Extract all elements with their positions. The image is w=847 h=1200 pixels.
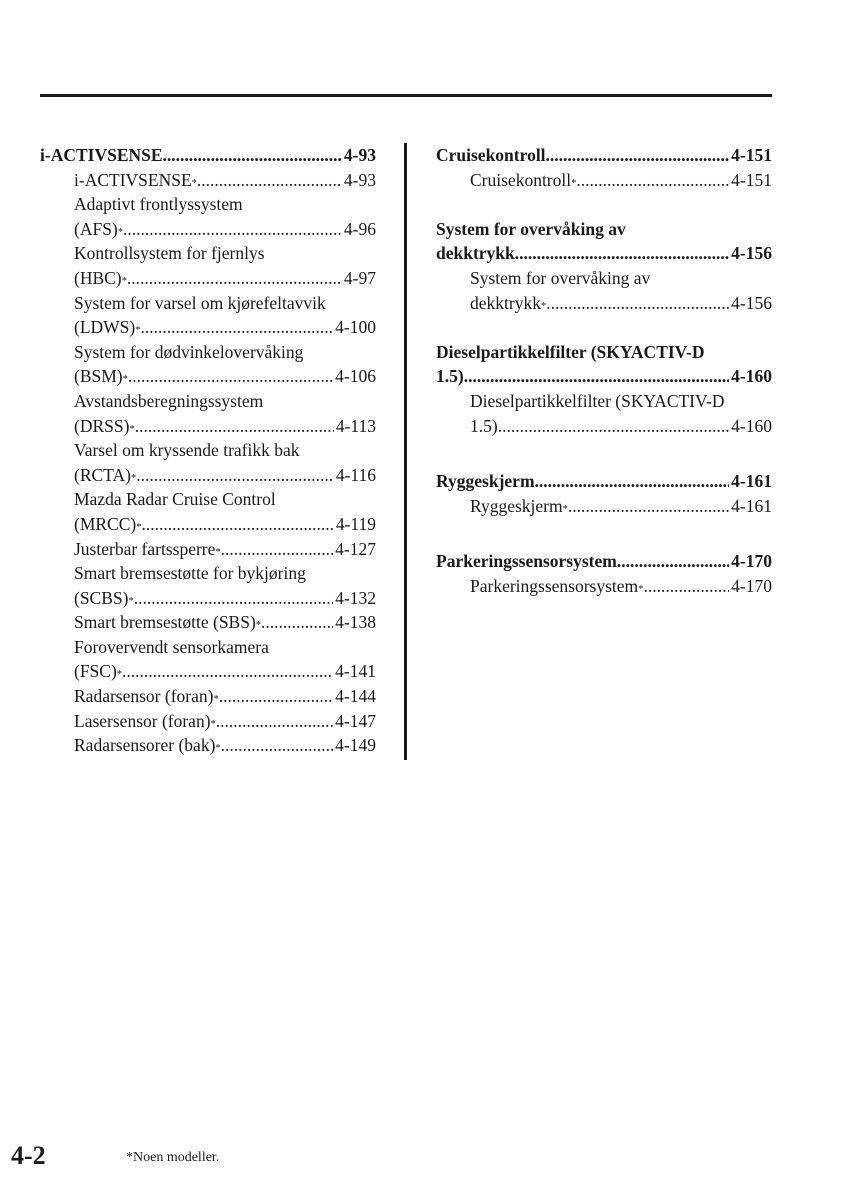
entry-title: Mazda Radar Cruise Control [74, 489, 276, 510]
entry-title: Parkeringssensorsystem [470, 575, 639, 596]
dot-leader [617, 549, 729, 574]
toc-sub-entry [40, 635, 376, 660]
dot-leader [197, 168, 342, 193]
entry-title: (DRSS) [74, 415, 130, 436]
toc-sub-entry [40, 241, 376, 266]
page-number: 4-2 [11, 1141, 46, 1170]
entry-page-number: 4-160 [731, 415, 772, 436]
entry-title: Smart bremsestøtte (SBS) [74, 612, 256, 633]
dot-leader [576, 168, 729, 193]
entry-page-number: 4-147 [335, 710, 376, 731]
toc-heading-entry [436, 241, 772, 266]
toc-heading-entry [436, 340, 772, 365]
entry-title: (BSM) [74, 366, 123, 387]
toc-left-column [40, 143, 376, 758]
entry-title: i-ACTIVSENSE [40, 145, 163, 165]
toc-heading-entry [436, 364, 772, 389]
toc-sub-entry: Ryggeskjerm * ..... 4-161 [436, 494, 772, 519]
toc-sub-entry [40, 291, 376, 316]
dot-leader [163, 143, 342, 168]
entry-title: (FSC) [74, 661, 117, 682]
entry-page-number: 4-132 [335, 587, 376, 608]
entry-page-number: 4-96 [343, 218, 376, 239]
entry-page-number: 4-151 [731, 169, 772, 190]
entry-title: System for varsel om kjørefeltavvik [74, 292, 326, 313]
toc-sub-entry [40, 192, 376, 217]
column-divider [404, 143, 407, 760]
entry-title: System for dødvinkelovervåking [74, 341, 304, 362]
entry-title: Adaptivt frontlyssystem [74, 194, 243, 215]
dot-leader [135, 414, 334, 439]
entry-title: Cruisekontroll [470, 169, 572, 190]
entry-title: (RCTA) [74, 464, 131, 485]
entry-page-number: 4-97 [343, 267, 376, 288]
dot-leader [140, 315, 333, 340]
toc-sub-entry [436, 266, 772, 291]
dot-leader [127, 266, 342, 291]
toc-sub-entry: Radarsensor (foran) * ..... 4-144 [40, 684, 376, 709]
entry-title: Lasersensor (foran) [74, 710, 211, 731]
toc-heading-entry [40, 143, 376, 168]
entry-title: Varsel om kryssende trafikk bak [74, 440, 300, 461]
toc-sub-entry: (AFS) * ..... 4-96 [40, 217, 376, 242]
dot-leader [535, 469, 730, 494]
dot-leader [141, 512, 333, 537]
toc-sub-entry: (LDWS) * ..... 4-100 [40, 315, 376, 340]
dot-leader [568, 494, 729, 519]
entry-page-number: 4-127 [335, 538, 376, 559]
dot-leader [216, 709, 333, 734]
dot-leader [643, 574, 729, 599]
entry-title: dekktrykk [436, 243, 515, 264]
dot-leader [261, 610, 333, 635]
toc-sub-entry [436, 414, 772, 439]
entry-page-number: 4-138 [335, 612, 376, 633]
entry-title: Dieselpartikkelfilter (SKYACTIV-D [436, 341, 705, 362]
entry-page-number: 4-156 [731, 292, 772, 313]
footnote: *Noen modeller. [126, 1150, 220, 1165]
toc-sub-entry: Parkeringssensorsystem * ..... 4-170 [436, 574, 772, 599]
entry-title: Ryggeskjerm [436, 471, 535, 492]
toc-sub-entry [436, 389, 772, 414]
toc-sub-entry [40, 438, 376, 463]
dot-leader [515, 241, 729, 266]
toc-sub-entry: Justerbar fartssperre * ..... 4-127 [40, 537, 376, 562]
toc-heading-entry [436, 469, 772, 494]
entry-page-number: 4-93 [343, 145, 376, 165]
toc-sub-entry [40, 561, 376, 586]
toc-sub-entry: (MRCC) * ..... 4-119 [40, 512, 376, 537]
entry-title: dekktrykk [470, 292, 541, 313]
entry-page-number: 4-170 [731, 551, 772, 572]
entry-title: (MRCC) [74, 513, 137, 534]
dot-leader [128, 364, 333, 389]
toc-sub-entry: (RCTA) * ..... 4-116 [40, 463, 376, 488]
entry-page-number: 4-113 [335, 415, 376, 436]
entry-title: (LDWS) [74, 317, 136, 338]
entry-page-number: 4-156 [731, 243, 772, 264]
toc-sub-entry [40, 340, 376, 365]
entry-title: 1.5) [436, 366, 464, 387]
entry-title: Smart bremsestøtte for bykjøring [74, 563, 306, 584]
dot-leader [134, 586, 333, 611]
entry-title: i-ACTIVSENSE [74, 169, 192, 190]
toc-sub-entry: i-ACTIVSENSE * ..... 4-93 [40, 168, 376, 193]
dot-leader [123, 217, 342, 242]
entry-page-number: 4-160 [731, 366, 772, 387]
toc-heading-entry [436, 143, 772, 168]
toc-heading-entry [436, 549, 772, 574]
entry-title: Forovervendt sensorkamera [74, 636, 269, 657]
dot-leader [546, 143, 730, 168]
entry-page-number: 4-119 [335, 513, 376, 534]
toc-sub-entry: Radarsensorer (bak) * ..... 4-149 [40, 733, 376, 758]
entry-title: Kontrollsystem for fjernlys [74, 243, 265, 264]
toc-sub-entry: (FSC) * ..... 4-141 [40, 659, 376, 684]
entry-title: Ryggeskjerm [470, 495, 563, 516]
entry-title: (SCBS) [74, 587, 129, 608]
entry-title: Cruisekontroll [436, 145, 546, 165]
dot-leader [122, 659, 333, 684]
entry-page-number: 4-100 [335, 317, 376, 338]
entry-page-number: 4-141 [335, 661, 376, 682]
dot-leader [464, 364, 729, 389]
toc-sub-entry: (DRSS) * ..... 4-113 [40, 414, 376, 439]
entry-page-number: 4-170 [731, 575, 772, 596]
entry-title: (HBC) [74, 267, 122, 288]
entry-title: Avstandsberegningssystem [74, 390, 264, 411]
dot-leader [546, 291, 729, 316]
toc-sub-entry: Cruisekontroll * ..... 4-151 [436, 168, 772, 193]
entry-page-number: 4-151 [731, 145, 772, 165]
entry-title: System for overvåking av [436, 218, 626, 239]
toc-sub-entry: Smart bremsestøtte (SBS) * ..... 4-138 [40, 610, 376, 635]
top-rule [40, 94, 772, 97]
entry-page-number: 4-144 [335, 686, 376, 707]
dot-leader [221, 537, 334, 562]
toc-sub-entry: dekktrykk * ..... 4-156 [436, 291, 772, 316]
dot-leader [136, 463, 334, 488]
toc-sub-entry: (HBC) * ..... 4-97 [40, 266, 376, 291]
entry-title: Radarsensorer (bak) [74, 735, 216, 756]
entry-page-number: 4-149 [335, 735, 376, 756]
entry-page-number: 4-161 [731, 495, 772, 516]
entry-title: Parkeringssensorsystem [436, 551, 617, 572]
toc-sub-entry [40, 389, 376, 414]
dot-leader [221, 733, 334, 758]
entry-title: Radarsensor (foran) [74, 686, 214, 707]
entry-title: (AFS) [74, 218, 118, 239]
dot-leader [498, 414, 729, 439]
entry-title: Justerbar fartssperre [74, 538, 216, 559]
toc-sub-entry: (SCBS) * ..... 4-132 [40, 586, 376, 611]
dot-leader [219, 684, 333, 709]
entry-page-number: 4-116 [335, 464, 376, 485]
entry-page-number: 4-93 [343, 169, 376, 190]
toc-sub-entry: (BSM) * ..... 4-106 [40, 364, 376, 389]
entry-title: Dieselpartikkelfilter (SKYACTIV-D [470, 390, 725, 411]
entry-page-number: 4-106 [335, 366, 376, 387]
entry-title: 1.5) [470, 415, 498, 436]
toc-sub-entry: Lasersensor (foran) * ..... 4-147 [40, 709, 376, 734]
toc-right-column [436, 143, 772, 599]
entry-title: System for overvåking av [470, 267, 651, 288]
toc-heading-entry [436, 217, 772, 242]
entry-page-number: 4-161 [731, 471, 772, 492]
toc-sub-entry [40, 487, 376, 512]
